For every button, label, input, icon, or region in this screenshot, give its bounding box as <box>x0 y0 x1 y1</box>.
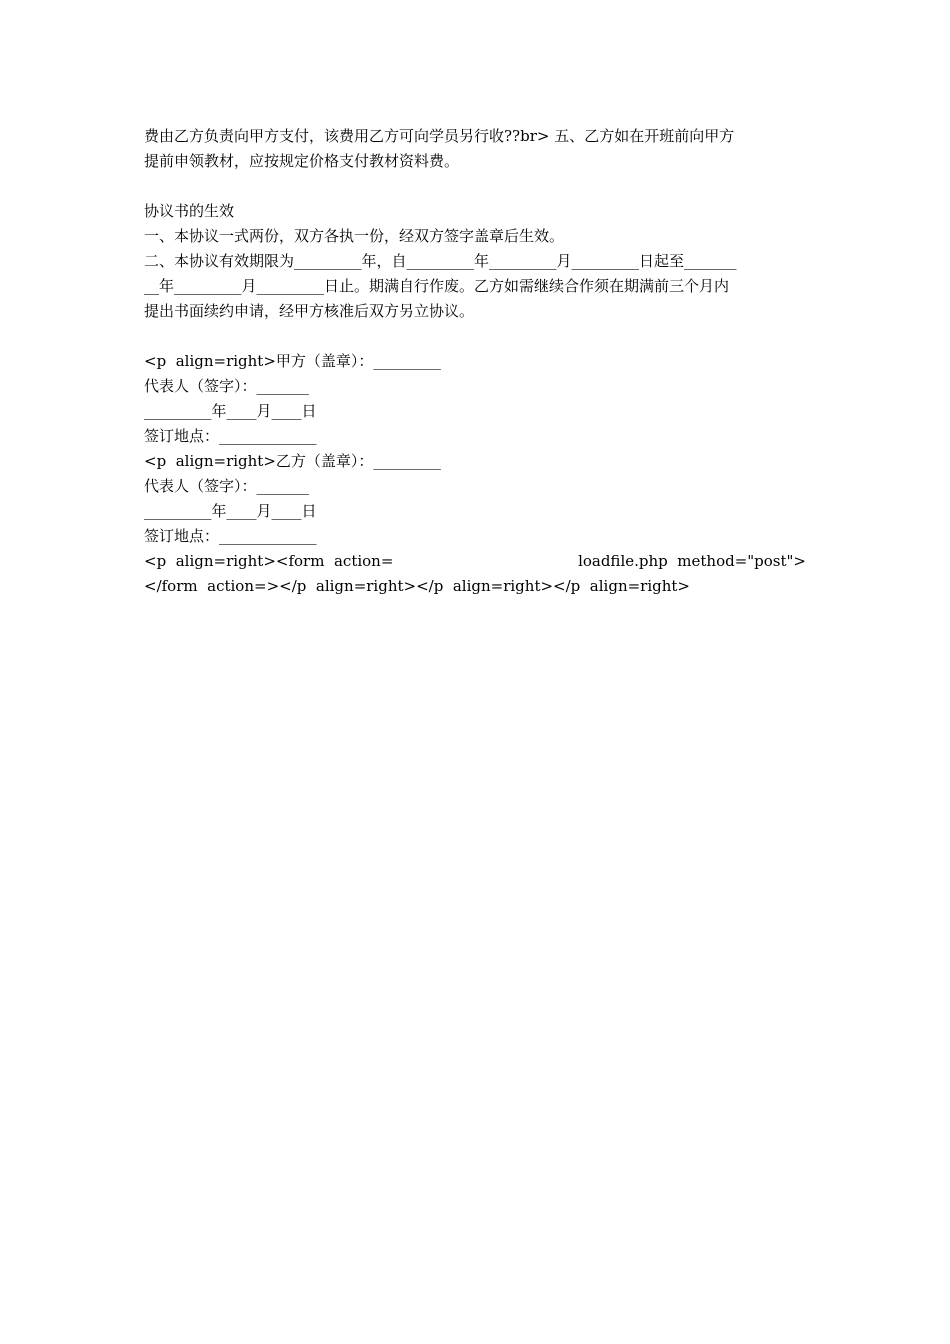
form-markup-line <box>144 549 806 574</box>
party-a-place-line: 签订地点：_____________ <box>144 427 317 445</box>
closing-markup-line: </form action=></p align=right></p align=right></p align=right> <box>144 577 690 595</box>
document-body <box>144 124 806 599</box>
clause-1: 一、本协议一式两份，双方各执一份，经双方签字盖章后生效。 <box>144 227 565 245</box>
party-a-date-line: _________年____月____日 <box>144 402 317 420</box>
fees-paragraph-line-2: 提前申领教材，应按规定价格支付教材资料费。 <box>144 152 460 170</box>
form-markup-left: <p align=right><form action= <box>144 552 394 570</box>
clause-2-line-2: __年_________月_________日止。期满自行作废。乙方如需继续合作须在期满前三个月内 <box>144 277 730 295</box>
party-b-stamp-line: <p align=right>乙方（盖章）：_________ <box>144 452 441 470</box>
party-a-stamp-line: <p align=right>甲方（盖章）：_________ <box>144 352 441 370</box>
clause-2-line-1: 二、本协议有效期限为_________年，自_________年_________月_________日起至_______ <box>144 252 737 270</box>
paragraph-spacer <box>144 174 806 199</box>
signature-spacer <box>144 324 806 349</box>
party-a-representative-line: 代表人（签字）：_______ <box>144 377 310 395</box>
fees-paragraph-line-1: 费由乙方负责向甲方支付，该费用乙方可向学员另行收??br> 五、乙方如在开班前向甲方 <box>144 127 735 145</box>
form-markup-right: loadfile.php method="post"> <box>578 552 806 570</box>
party-b-place-line: 签订地点：_____________ <box>144 527 317 545</box>
party-b-date-line: _________年____月____日 <box>144 502 317 520</box>
party-b-representative-line: 代表人（签字）：_______ <box>144 477 310 495</box>
clause-2-line-3: 提出书面续约申请，经甲方核准后双方另立协议。 <box>144 302 475 320</box>
section-title: 协议书的生效 <box>144 202 235 220</box>
